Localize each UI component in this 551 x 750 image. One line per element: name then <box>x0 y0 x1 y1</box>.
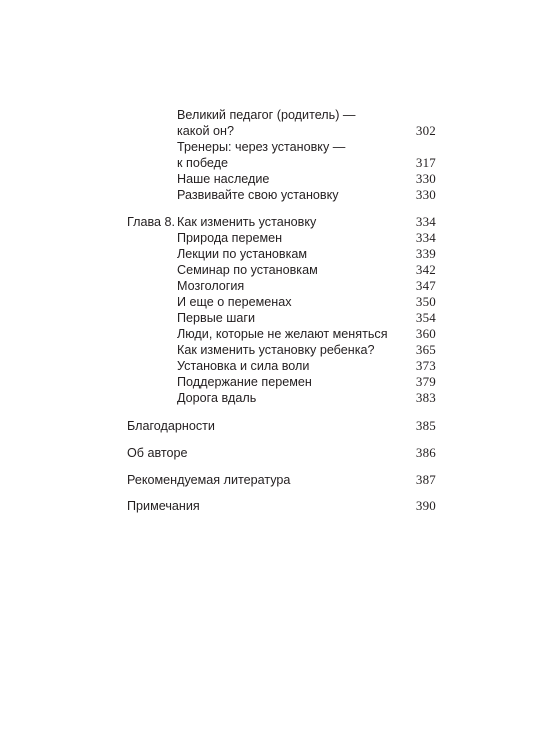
toc-entry-title: Об авторе <box>127 446 188 460</box>
toc-entry-title: Как изменить установку <box>177 215 317 229</box>
toc-entry-title: Рекомендуемая литература <box>127 473 291 487</box>
toc-entry-title: Как изменить установку ребенка? <box>177 343 375 357</box>
toc-entry-page: 373 <box>415 358 436 373</box>
toc-entry-page: 302 <box>415 123 436 138</box>
toc-entry-title: Великий педагог (родитель) — <box>177 108 356 122</box>
toc-entry-title: Развивайте свою установку <box>177 188 339 202</box>
toc-entry-page: 334 <box>415 214 436 229</box>
toc-entry-title: Люди, которые не желают меняться <box>177 327 388 341</box>
toc-entry-page: 342 <box>415 262 436 277</box>
toc-entry-page: 386 <box>415 445 436 460</box>
toc-entry-page: 350 <box>415 294 436 309</box>
toc-entry-title: Благодарности <box>127 419 215 433</box>
toc-entry-page: 390 <box>415 498 436 513</box>
toc-entry-page: 383 <box>415 390 436 405</box>
toc-entry-title: Тренеры: через установку — <box>177 140 346 154</box>
toc-entry-title: Природа перемен <box>177 231 283 245</box>
toc-entry-title: И еще о переменах <box>177 295 292 309</box>
toc-entry-title: Дорога вдаль <box>177 391 257 405</box>
toc-entry-title: к победе <box>177 156 228 170</box>
toc-entry-title: Мозгология <box>177 279 245 293</box>
toc-entry-page: 334 <box>415 230 436 245</box>
toc-entry-page: 385 <box>415 418 436 433</box>
toc-entry-title: Первые шаги <box>177 311 256 325</box>
toc-entry-title: Установка и сила воли <box>177 359 310 373</box>
toc-entry-page: 354 <box>415 310 436 325</box>
toc-entry-title: Примечания <box>127 499 200 513</box>
toc-entry-page: 330 <box>415 187 436 202</box>
toc-entry-page: 347 <box>415 278 436 293</box>
toc-entry-page: 360 <box>415 326 436 341</box>
toc-entry-page: 387 <box>415 472 436 487</box>
chapter-number: Глава 8. <box>127 215 176 229</box>
toc-entry-title: Поддержание перемен <box>177 375 312 389</box>
toc-entry-page: 330 <box>415 171 436 186</box>
toc-entry-title: Лекции по установкам <box>177 247 308 261</box>
toc-entry-title: Семинар по установкам <box>177 263 318 277</box>
toc-entry-title: Наше наследие <box>177 172 270 186</box>
toc-entry-page: 379 <box>415 374 436 389</box>
toc-entry-page: 339 <box>415 246 436 261</box>
toc-entry-page: 365 <box>415 342 436 357</box>
toc-entry-title: какой он? <box>177 124 234 138</box>
toc-entry-page: 317 <box>415 155 436 170</box>
